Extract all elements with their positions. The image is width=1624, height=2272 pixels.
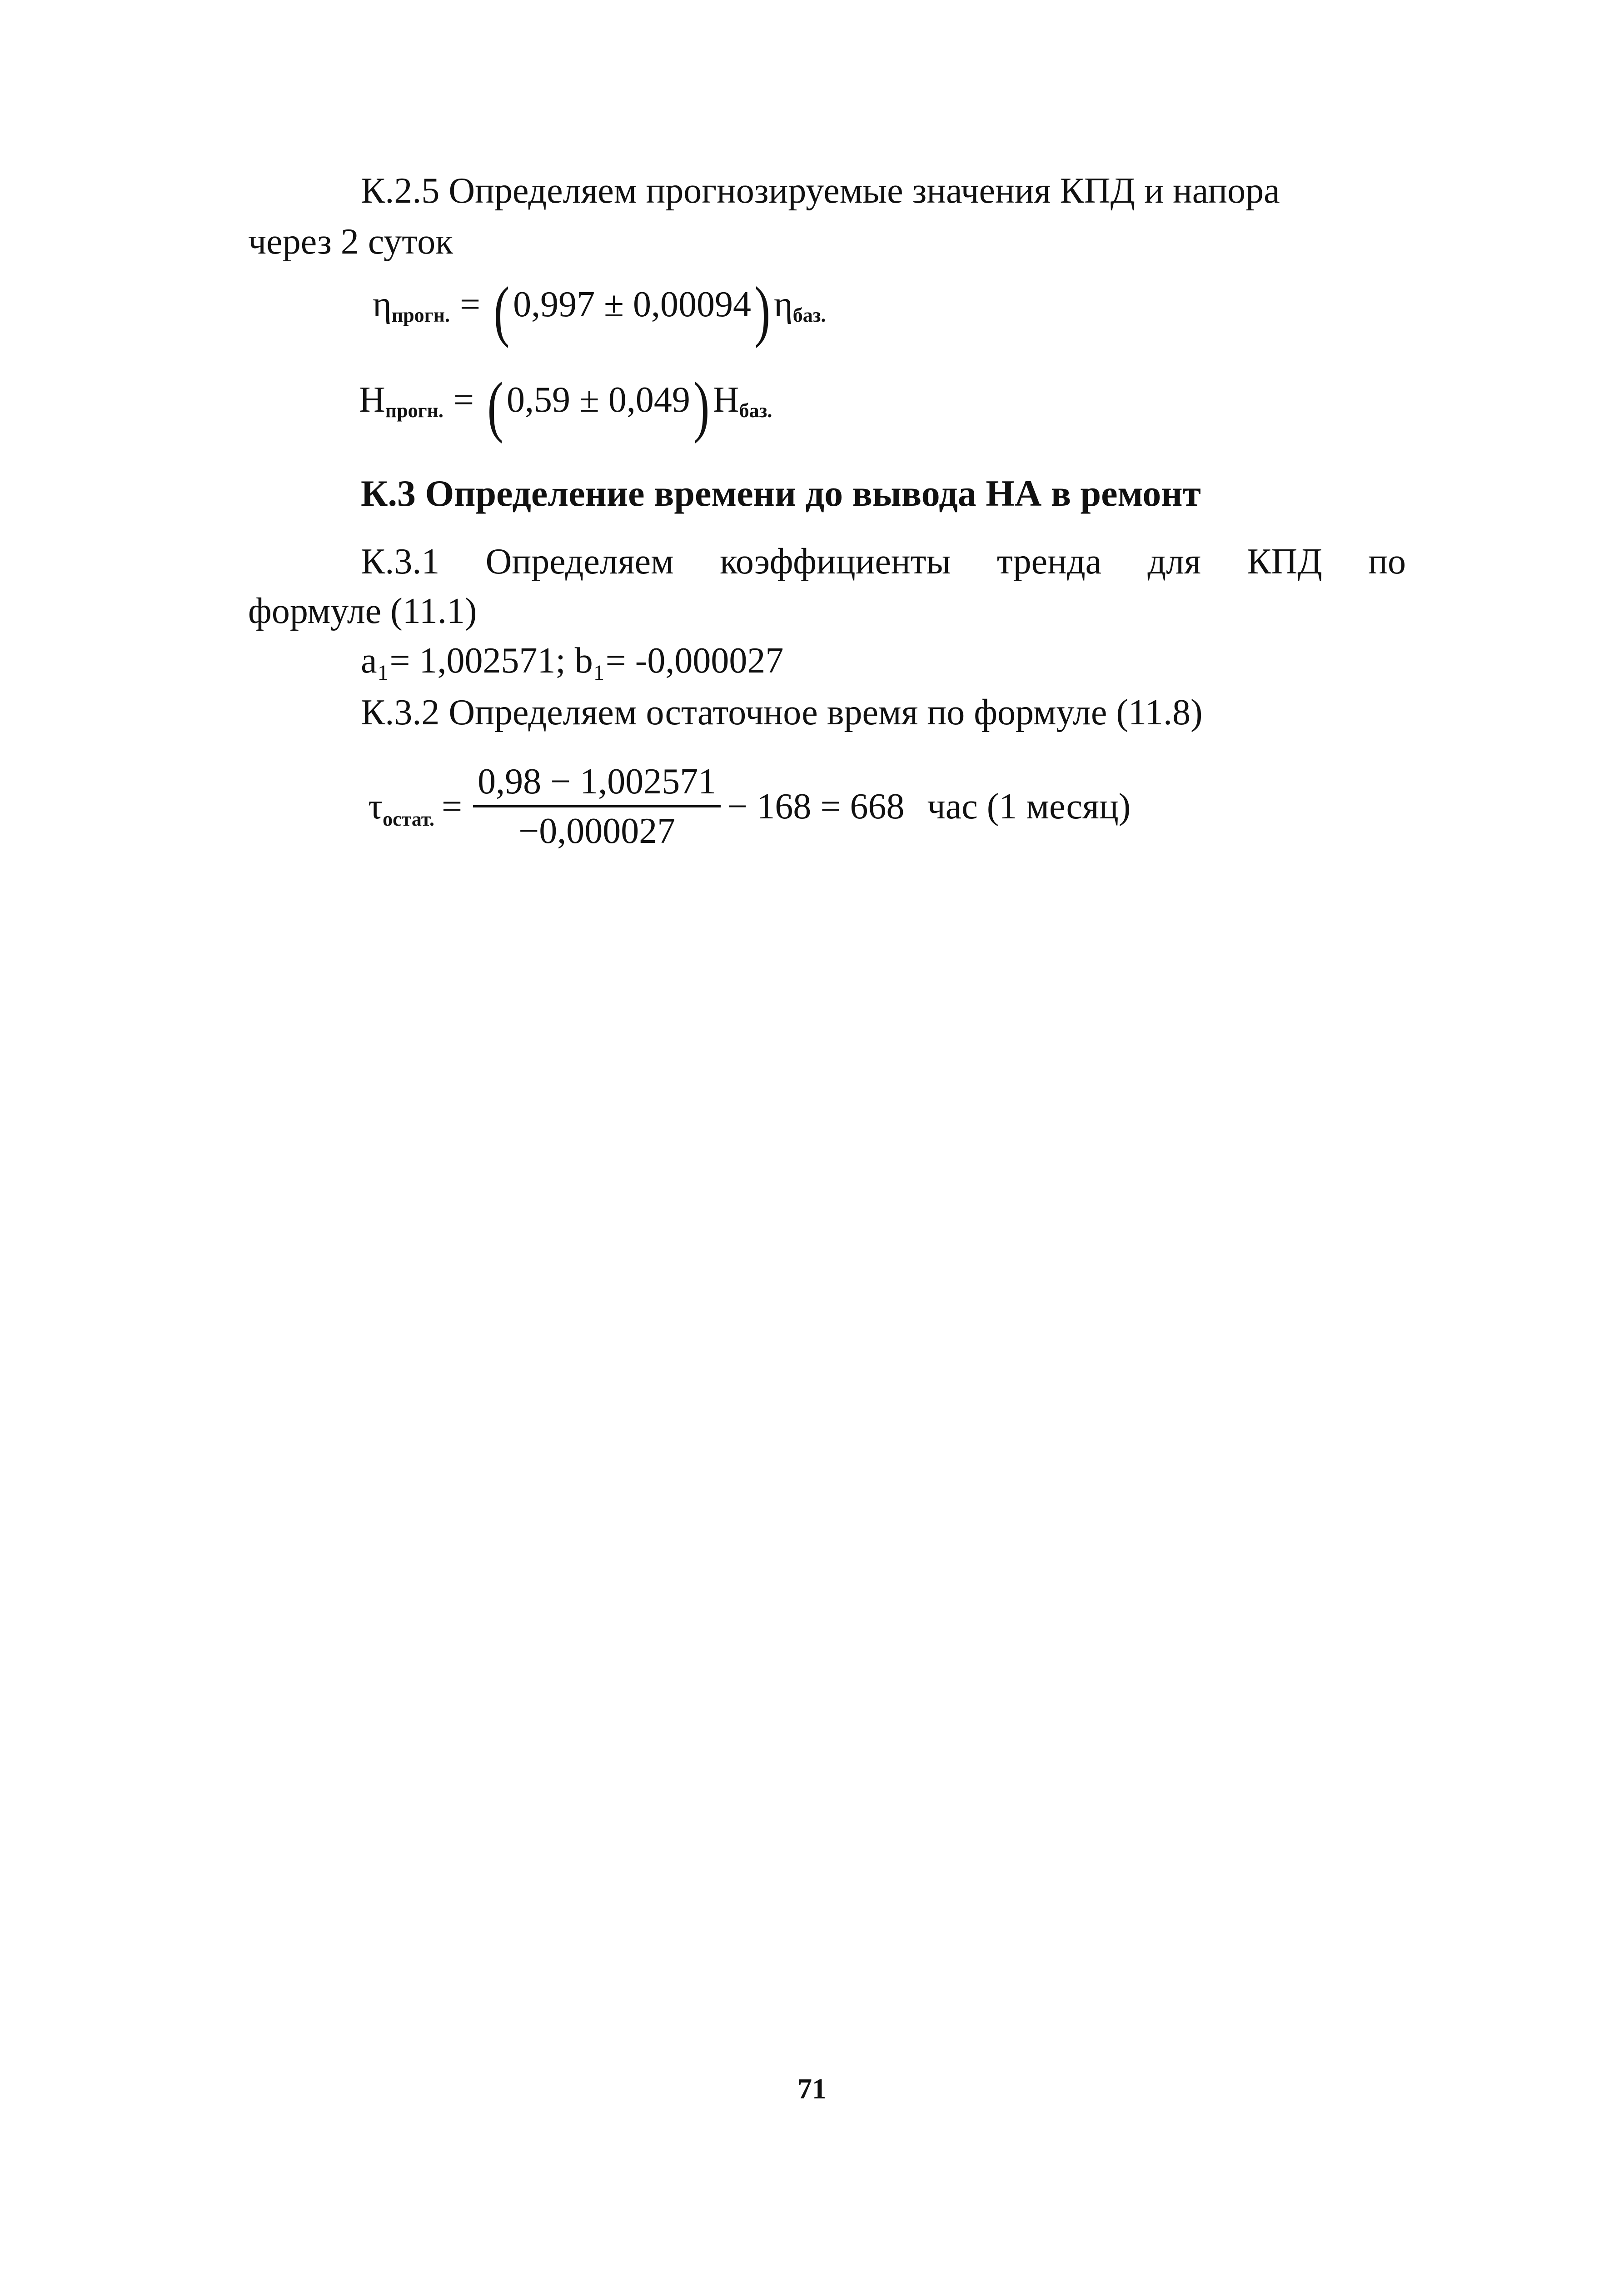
tau-fraction (473, 763, 721, 849)
h-symbol: H (359, 380, 385, 420)
section-k32-line1: К.3.2 Определяем остаточное время по формуле (11.8) (361, 693, 1203, 732)
formula-tau (368, 763, 1131, 849)
h-symbol-right: H (712, 380, 739, 420)
section-k25-line1: К.2.5 Определяем прогнозируемые значения КПД и напора (361, 171, 1280, 211)
eta-inner: 0,997 ± 0,00094 (513, 284, 751, 324)
heading-k3: К.3 Определение времени до вывода НА в ремонт (361, 473, 1201, 514)
h-sub-left: прогн. (385, 399, 443, 422)
tau-symbol: τ (368, 786, 383, 827)
page-number: 71 (797, 2073, 827, 2105)
tau-sub: остат. (383, 807, 435, 830)
section-k31-coefficients: a₁= 1,002571; b₁= -0,000027 (361, 641, 784, 681)
h-inner: 0,59 ± 0,049 (507, 380, 690, 420)
eta-equals: = (460, 284, 481, 324)
eta-symbol: η (373, 284, 392, 324)
formula-h (359, 368, 772, 444)
tau-tail: − 168 = 668 (727, 786, 905, 827)
k31-word-1: К.3.1 (361, 542, 440, 582)
k31-word-3: коэффициенты (720, 542, 951, 582)
k31-word-6: КПД (1247, 542, 1322, 582)
k31-word-5: для (1147, 542, 1201, 582)
h-paren-open: ( (487, 368, 503, 444)
k31-word-2: Определяем (485, 542, 674, 582)
h-equals: = (453, 380, 474, 420)
k31-word-7: по (1368, 542, 1406, 582)
tau-unit: час (1 месяц) (927, 786, 1131, 827)
tau-denominator: −0,000027 (518, 811, 676, 851)
section-k31-line2: формуле (11.1) (248, 591, 477, 631)
h-paren-close: ) (693, 368, 710, 444)
section-k31-line1 (361, 543, 1406, 580)
eta-symbol-right: η (773, 284, 793, 324)
h-sub-right: баз. (739, 399, 772, 422)
tau-numerator: 0,98 − 1,002571 (478, 762, 717, 802)
eta-sub-left: прогн. (391, 304, 450, 326)
section-k25-line2: через 2 суток (248, 222, 453, 262)
eta-paren-open: ( (493, 273, 510, 349)
eta-paren-close: ) (754, 273, 771, 349)
formula-eta (373, 273, 826, 349)
tau-equals: = (442, 786, 463, 827)
k31-word-4: тренда (996, 542, 1102, 582)
eta-sub-right: баз. (792, 304, 826, 326)
